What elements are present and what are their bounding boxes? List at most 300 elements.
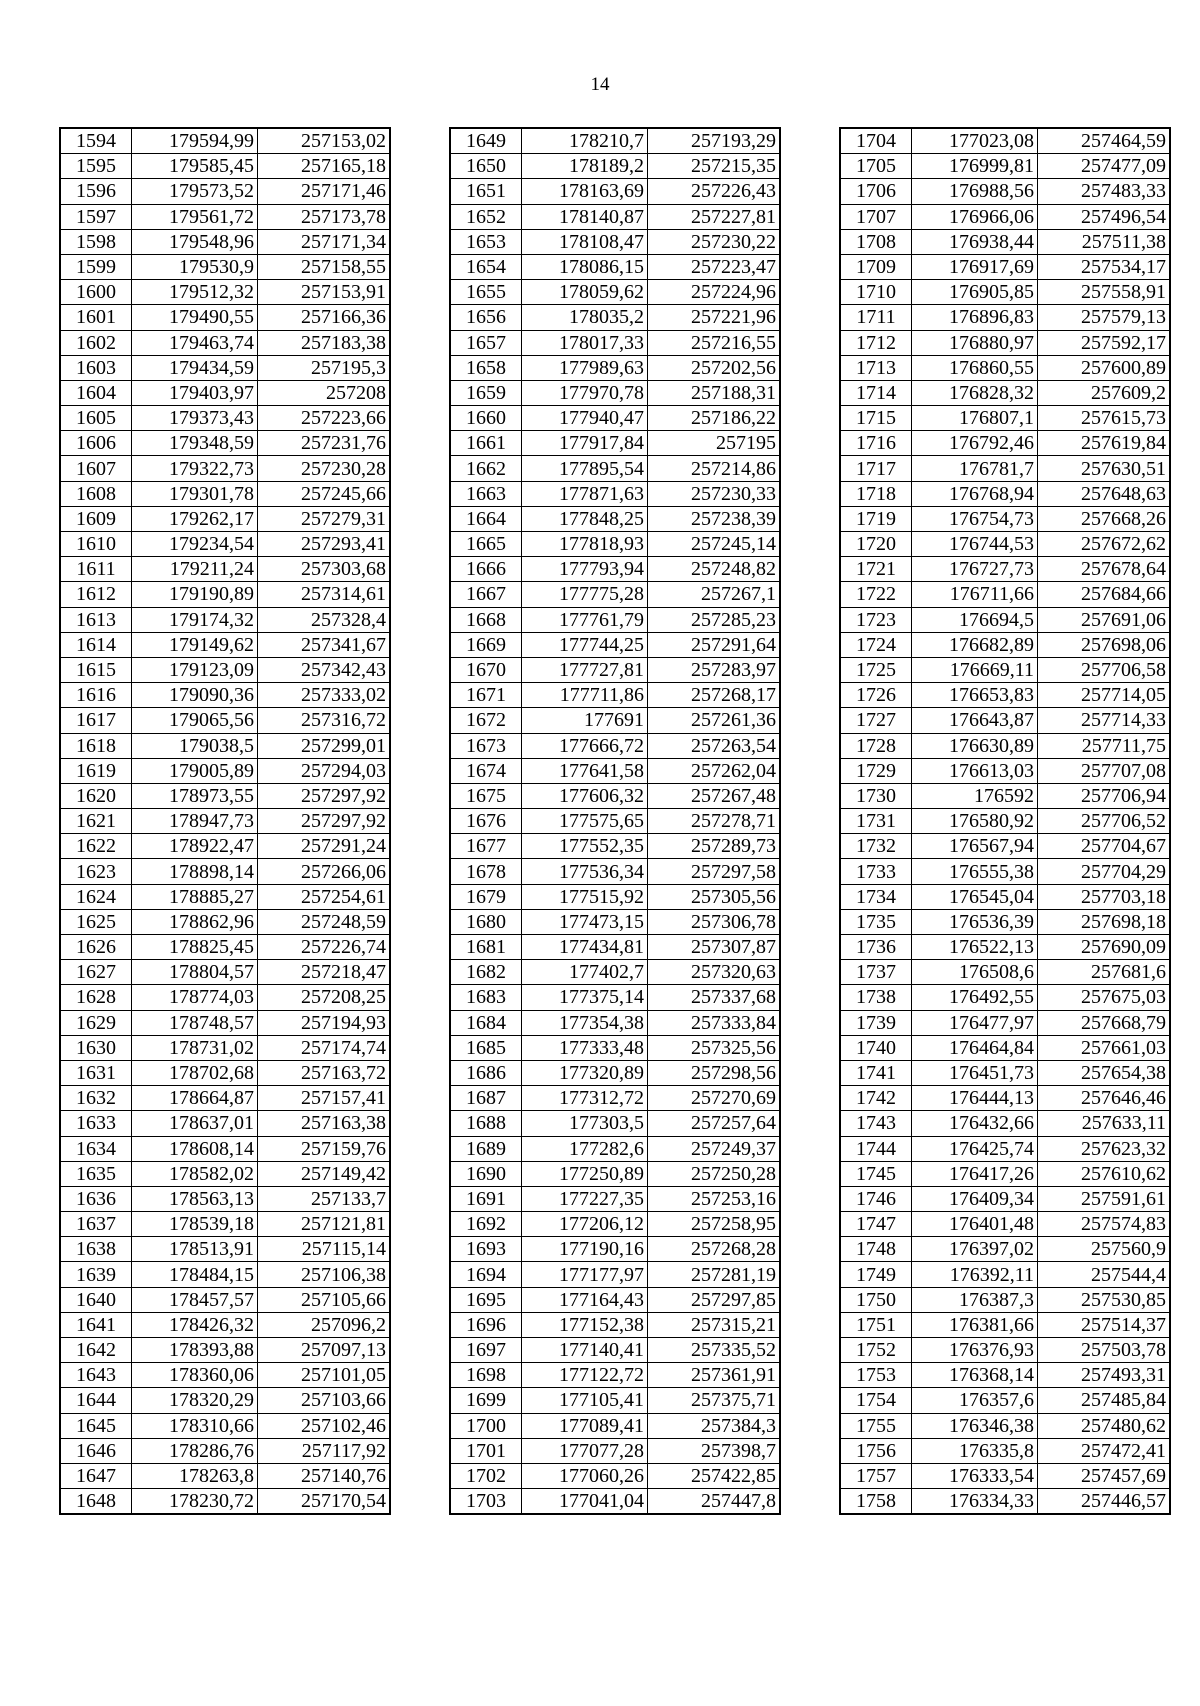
x-coordinate-cell: 177917,84 bbox=[522, 431, 648, 456]
y-coordinate-cell: 257711,75 bbox=[1038, 733, 1170, 758]
point-number-cell: 1726 bbox=[841, 683, 912, 708]
y-coordinate-cell: 257153,91 bbox=[258, 280, 390, 305]
point-number-cell: 1603 bbox=[61, 355, 132, 380]
y-coordinate-cell: 257267,48 bbox=[648, 783, 780, 808]
x-coordinate-cell: 177434,81 bbox=[522, 935, 648, 960]
x-coordinate-cell: 176346,38 bbox=[912, 1413, 1038, 1438]
y-coordinate-cell: 257266,06 bbox=[258, 859, 390, 884]
table-row bbox=[841, 406, 1170, 431]
point-number-cell: 1731 bbox=[841, 809, 912, 834]
y-coordinate-cell: 257121,81 bbox=[258, 1212, 390, 1237]
x-coordinate-cell: 178230,72 bbox=[132, 1489, 258, 1514]
point-number-cell: 1711 bbox=[841, 305, 912, 330]
y-coordinate-cell: 257281,19 bbox=[648, 1262, 780, 1287]
y-coordinate-cell: 257115,14 bbox=[258, 1237, 390, 1262]
point-number-cell: 1750 bbox=[841, 1287, 912, 1312]
point-number-cell: 1664 bbox=[451, 506, 522, 531]
x-coordinate-cell: 176896,83 bbox=[912, 305, 1038, 330]
x-coordinate-cell: 179190,89 bbox=[132, 582, 258, 607]
point-number-cell: 1684 bbox=[451, 1010, 522, 1035]
point-number-cell: 1712 bbox=[841, 330, 912, 355]
table-row bbox=[61, 506, 390, 531]
x-coordinate-cell: 178804,57 bbox=[132, 960, 258, 985]
y-coordinate-cell: 257333,84 bbox=[648, 1010, 780, 1035]
point-number-cell: 1677 bbox=[451, 834, 522, 859]
point-number-cell: 1745 bbox=[841, 1161, 912, 1186]
x-coordinate-cell: 176613,03 bbox=[912, 758, 1038, 783]
point-number-cell: 1665 bbox=[451, 532, 522, 557]
x-coordinate-cell: 179373,43 bbox=[132, 406, 258, 431]
table-row bbox=[61, 1463, 390, 1488]
table-row bbox=[841, 1086, 1170, 1111]
y-coordinate-cell: 257299,01 bbox=[258, 733, 390, 758]
x-coordinate-cell: 178563,13 bbox=[132, 1186, 258, 1211]
table-row bbox=[61, 1161, 390, 1186]
table-row bbox=[61, 683, 390, 708]
point-number-cell: 1733 bbox=[841, 859, 912, 884]
x-coordinate-cell: 179561,72 bbox=[132, 204, 258, 229]
table-row bbox=[451, 632, 780, 657]
table-row bbox=[451, 733, 780, 758]
table-row bbox=[451, 884, 780, 909]
point-number-cell: 1625 bbox=[61, 909, 132, 934]
y-coordinate-cell: 257335,52 bbox=[648, 1338, 780, 1363]
y-coordinate-cell: 257477,09 bbox=[1038, 154, 1170, 179]
point-number-cell: 1628 bbox=[61, 985, 132, 1010]
table-row bbox=[61, 280, 390, 305]
table-row bbox=[451, 758, 780, 783]
point-number-cell: 1719 bbox=[841, 506, 912, 531]
point-number-cell: 1687 bbox=[451, 1086, 522, 1111]
x-coordinate-cell: 177250,89 bbox=[522, 1161, 648, 1186]
point-number-cell: 1743 bbox=[841, 1111, 912, 1136]
table-row bbox=[451, 708, 780, 733]
point-number-cell: 1637 bbox=[61, 1212, 132, 1237]
y-coordinate-cell: 257294,03 bbox=[258, 758, 390, 783]
y-coordinate-cell: 257485,84 bbox=[1038, 1388, 1170, 1413]
point-number-cell: 1735 bbox=[841, 909, 912, 934]
table-row bbox=[451, 254, 780, 279]
y-coordinate-cell: 257303,68 bbox=[258, 557, 390, 582]
y-coordinate-cell: 257270,69 bbox=[648, 1086, 780, 1111]
point-number-cell: 1706 bbox=[841, 179, 912, 204]
x-coordinate-cell: 176401,48 bbox=[912, 1212, 1038, 1237]
y-coordinate-cell: 257703,18 bbox=[1038, 884, 1170, 909]
y-coordinate-cell: 257297,85 bbox=[648, 1287, 780, 1312]
x-coordinate-cell: 177711,86 bbox=[522, 683, 648, 708]
point-number-cell: 1698 bbox=[451, 1363, 522, 1388]
x-coordinate-cell: 177744,25 bbox=[522, 632, 648, 657]
point-number-cell: 1604 bbox=[61, 380, 132, 405]
table-row bbox=[841, 557, 1170, 582]
x-coordinate-cell: 179463,74 bbox=[132, 330, 258, 355]
table-row bbox=[61, 834, 390, 859]
table-row bbox=[451, 380, 780, 405]
y-coordinate-cell: 257105,66 bbox=[258, 1287, 390, 1312]
table-row bbox=[841, 1136, 1170, 1161]
point-number-cell: 1753 bbox=[841, 1363, 912, 1388]
point-number-cell: 1693 bbox=[451, 1237, 522, 1262]
table-row bbox=[61, 1287, 390, 1312]
y-coordinate-cell: 257166,36 bbox=[258, 305, 390, 330]
point-number-cell: 1728 bbox=[841, 733, 912, 758]
y-coordinate-cell: 257609,2 bbox=[1038, 380, 1170, 405]
x-coordinate-cell: 179065,56 bbox=[132, 708, 258, 733]
point-number-cell: 1626 bbox=[61, 935, 132, 960]
table-row bbox=[61, 985, 390, 1010]
table-row bbox=[841, 1312, 1170, 1337]
point-number-cell: 1707 bbox=[841, 204, 912, 229]
table-row bbox=[841, 834, 1170, 859]
y-coordinate-cell: 257361,91 bbox=[648, 1363, 780, 1388]
y-coordinate-cell: 257171,34 bbox=[258, 229, 390, 254]
y-coordinate-cell: 257216,55 bbox=[648, 330, 780, 355]
table-row bbox=[841, 632, 1170, 657]
table-row bbox=[451, 607, 780, 632]
x-coordinate-cell: 177473,15 bbox=[522, 909, 648, 934]
point-number-cell: 1751 bbox=[841, 1312, 912, 1337]
x-coordinate-cell: 176555,38 bbox=[912, 859, 1038, 884]
point-number-cell: 1630 bbox=[61, 1035, 132, 1060]
y-coordinate-cell: 257560,9 bbox=[1038, 1237, 1170, 1262]
table-row bbox=[841, 305, 1170, 330]
table-row bbox=[61, 758, 390, 783]
point-number-cell: 1689 bbox=[451, 1136, 522, 1161]
x-coordinate-cell: 178539,18 bbox=[132, 1212, 258, 1237]
x-coordinate-cell: 178108,47 bbox=[522, 229, 648, 254]
x-coordinate-cell: 177552,35 bbox=[522, 834, 648, 859]
y-coordinate-cell: 257325,56 bbox=[648, 1035, 780, 1060]
table-row bbox=[841, 985, 1170, 1010]
x-coordinate-cell: 177761,79 bbox=[522, 607, 648, 632]
x-coordinate-cell: 178898,14 bbox=[132, 859, 258, 884]
y-coordinate-cell: 257257,64 bbox=[648, 1111, 780, 1136]
table-row bbox=[61, 1338, 390, 1363]
y-coordinate-cell: 257231,76 bbox=[258, 431, 390, 456]
y-coordinate-cell: 257698,06 bbox=[1038, 632, 1170, 657]
y-coordinate-cell: 257600,89 bbox=[1038, 355, 1170, 380]
x-coordinate-cell: 178189,2 bbox=[522, 154, 648, 179]
point-number-cell: 1700 bbox=[451, 1413, 522, 1438]
table-row bbox=[61, 1035, 390, 1060]
point-number-cell: 1703 bbox=[451, 1489, 522, 1514]
y-coordinate-cell: 257291,64 bbox=[648, 632, 780, 657]
point-number-cell: 1749 bbox=[841, 1262, 912, 1287]
x-coordinate-cell: 176630,89 bbox=[912, 733, 1038, 758]
x-coordinate-cell: 178210,7 bbox=[522, 129, 648, 154]
point-number-cell: 1678 bbox=[451, 859, 522, 884]
table-row bbox=[451, 1413, 780, 1438]
point-number-cell: 1612 bbox=[61, 582, 132, 607]
table-row bbox=[61, 1438, 390, 1463]
point-number-cell: 1747 bbox=[841, 1212, 912, 1237]
table-row bbox=[61, 330, 390, 355]
x-coordinate-cell: 179490,55 bbox=[132, 305, 258, 330]
table-row bbox=[61, 1111, 390, 1136]
y-coordinate-cell: 257291,24 bbox=[258, 834, 390, 859]
x-coordinate-cell: 179530,9 bbox=[132, 254, 258, 279]
point-number-cell: 1640 bbox=[61, 1287, 132, 1312]
x-coordinate-cell: 177177,97 bbox=[522, 1262, 648, 1287]
y-coordinate-cell: 257706,52 bbox=[1038, 809, 1170, 834]
table-row bbox=[61, 1489, 390, 1514]
x-coordinate-cell: 177105,41 bbox=[522, 1388, 648, 1413]
x-coordinate-cell: 176464,84 bbox=[912, 1035, 1038, 1060]
x-coordinate-cell: 177895,54 bbox=[522, 456, 648, 481]
point-number-cell: 1650 bbox=[451, 154, 522, 179]
y-coordinate-cell: 257610,62 bbox=[1038, 1161, 1170, 1186]
y-coordinate-cell: 257668,26 bbox=[1038, 506, 1170, 531]
x-coordinate-cell: 177989,63 bbox=[522, 355, 648, 380]
y-coordinate-cell: 257258,95 bbox=[648, 1212, 780, 1237]
table-row bbox=[841, 532, 1170, 557]
x-coordinate-cell: 176357,6 bbox=[912, 1388, 1038, 1413]
x-coordinate-cell: 176768,94 bbox=[912, 481, 1038, 506]
y-coordinate-cell: 257218,47 bbox=[258, 960, 390, 985]
point-number-cell: 1682 bbox=[451, 960, 522, 985]
x-coordinate-cell: 179322,73 bbox=[132, 456, 258, 481]
point-number-cell: 1666 bbox=[451, 557, 522, 582]
table-row bbox=[451, 1010, 780, 1035]
coordinates-table-1 bbox=[60, 128, 390, 1514]
x-coordinate-cell: 177818,93 bbox=[522, 532, 648, 557]
point-number-cell: 1690 bbox=[451, 1161, 522, 1186]
table-row bbox=[61, 1388, 390, 1413]
point-number-cell: 1720 bbox=[841, 532, 912, 557]
x-coordinate-cell: 176653,83 bbox=[912, 683, 1038, 708]
table-row bbox=[61, 1262, 390, 1287]
point-number-cell: 1661 bbox=[451, 431, 522, 456]
x-coordinate-cell: 176333,54 bbox=[912, 1463, 1038, 1488]
y-coordinate-cell: 257558,91 bbox=[1038, 280, 1170, 305]
table-row bbox=[61, 1237, 390, 1262]
table-row bbox=[61, 1212, 390, 1237]
table-row bbox=[451, 1060, 780, 1085]
table-row bbox=[841, 1262, 1170, 1287]
y-coordinate-cell: 257279,31 bbox=[258, 506, 390, 531]
y-coordinate-cell: 257214,86 bbox=[648, 456, 780, 481]
table-row bbox=[61, 909, 390, 934]
x-coordinate-cell: 178637,01 bbox=[132, 1111, 258, 1136]
point-number-cell: 1691 bbox=[451, 1186, 522, 1211]
x-coordinate-cell: 177164,43 bbox=[522, 1287, 648, 1312]
y-coordinate-cell: 257464,59 bbox=[1038, 129, 1170, 154]
y-coordinate-cell: 257261,36 bbox=[648, 708, 780, 733]
y-coordinate-cell: 257672,62 bbox=[1038, 532, 1170, 557]
y-coordinate-cell: 257268,28 bbox=[648, 1237, 780, 1262]
point-number-cell: 1748 bbox=[841, 1237, 912, 1262]
table-row bbox=[451, 834, 780, 859]
x-coordinate-cell: 177060,26 bbox=[522, 1463, 648, 1488]
point-number-cell: 1758 bbox=[841, 1489, 912, 1514]
table-row bbox=[841, 683, 1170, 708]
y-coordinate-cell: 257706,58 bbox=[1038, 657, 1170, 682]
y-coordinate-cell: 257446,57 bbox=[1038, 1489, 1170, 1514]
x-coordinate-cell: 176417,26 bbox=[912, 1161, 1038, 1186]
point-number-cell: 1656 bbox=[451, 305, 522, 330]
x-coordinate-cell: 179149,62 bbox=[132, 632, 258, 657]
x-coordinate-cell: 176592 bbox=[912, 783, 1038, 808]
table-row bbox=[451, 1161, 780, 1186]
point-number-cell: 1722 bbox=[841, 582, 912, 607]
x-coordinate-cell: 177375,14 bbox=[522, 985, 648, 1010]
table-row bbox=[451, 935, 780, 960]
point-number-cell: 1642 bbox=[61, 1338, 132, 1363]
y-coordinate-cell: 257342,43 bbox=[258, 657, 390, 682]
point-number-cell: 1723 bbox=[841, 607, 912, 632]
table-row bbox=[61, 1010, 390, 1035]
point-number-cell: 1645 bbox=[61, 1413, 132, 1438]
y-coordinate-cell: 257245,66 bbox=[258, 481, 390, 506]
point-number-cell: 1755 bbox=[841, 1413, 912, 1438]
y-coordinate-cell: 257297,92 bbox=[258, 809, 390, 834]
x-coordinate-cell: 177641,58 bbox=[522, 758, 648, 783]
table-row bbox=[61, 884, 390, 909]
x-coordinate-cell: 176536,39 bbox=[912, 909, 1038, 934]
table-row bbox=[451, 179, 780, 204]
table-row bbox=[61, 380, 390, 405]
x-coordinate-cell: 177515,92 bbox=[522, 884, 648, 909]
x-coordinate-cell: 177206,12 bbox=[522, 1212, 648, 1237]
y-coordinate-cell: 257707,08 bbox=[1038, 758, 1170, 783]
table-row bbox=[841, 1010, 1170, 1035]
x-coordinate-cell: 178664,87 bbox=[132, 1086, 258, 1111]
point-number-cell: 1618 bbox=[61, 733, 132, 758]
point-number-cell: 1718 bbox=[841, 481, 912, 506]
point-number-cell: 1629 bbox=[61, 1010, 132, 1035]
point-number-cell: 1725 bbox=[841, 657, 912, 682]
table-row bbox=[451, 1212, 780, 1237]
table-row bbox=[841, 456, 1170, 481]
y-coordinate-cell: 257230,33 bbox=[648, 481, 780, 506]
point-number-cell: 1607 bbox=[61, 456, 132, 481]
y-coordinate-cell: 257314,61 bbox=[258, 582, 390, 607]
x-coordinate-cell: 178457,57 bbox=[132, 1287, 258, 1312]
table-row bbox=[451, 1489, 780, 1514]
point-number-cell: 1736 bbox=[841, 935, 912, 960]
y-coordinate-cell: 257208,25 bbox=[258, 985, 390, 1010]
table-row bbox=[61, 456, 390, 481]
y-coordinate-cell: 257307,87 bbox=[648, 935, 780, 960]
y-coordinate-cell: 257238,39 bbox=[648, 506, 780, 531]
x-coordinate-cell: 178748,57 bbox=[132, 1010, 258, 1035]
x-coordinate-cell: 176387,3 bbox=[912, 1287, 1038, 1312]
x-coordinate-cell: 179573,52 bbox=[132, 179, 258, 204]
point-number-cell: 1668 bbox=[451, 607, 522, 632]
point-number-cell: 1620 bbox=[61, 783, 132, 808]
x-coordinate-cell: 177023,08 bbox=[912, 129, 1038, 154]
y-coordinate-cell: 257704,67 bbox=[1038, 834, 1170, 859]
table-row bbox=[841, 204, 1170, 229]
point-number-cell: 1709 bbox=[841, 254, 912, 279]
x-coordinate-cell: 176368,14 bbox=[912, 1363, 1038, 1388]
x-coordinate-cell: 177089,41 bbox=[522, 1413, 648, 1438]
point-number-cell: 1737 bbox=[841, 960, 912, 985]
point-number-cell: 1651 bbox=[451, 179, 522, 204]
x-coordinate-cell: 178426,32 bbox=[132, 1312, 258, 1337]
x-coordinate-cell: 178702,68 bbox=[132, 1060, 258, 1085]
point-number-cell: 1653 bbox=[451, 229, 522, 254]
y-coordinate-cell: 257250,28 bbox=[648, 1161, 780, 1186]
y-coordinate-cell: 257619,84 bbox=[1038, 431, 1170, 456]
point-number-cell: 1633 bbox=[61, 1111, 132, 1136]
table-row bbox=[451, 809, 780, 834]
y-coordinate-cell: 257534,17 bbox=[1038, 254, 1170, 279]
y-coordinate-cell: 257245,14 bbox=[648, 532, 780, 557]
table-row bbox=[841, 1186, 1170, 1211]
y-coordinate-cell: 257337,68 bbox=[648, 985, 780, 1010]
point-number-cell: 1702 bbox=[451, 1463, 522, 1488]
x-coordinate-cell: 176397,02 bbox=[912, 1237, 1038, 1262]
point-number-cell: 1662 bbox=[451, 456, 522, 481]
point-number-cell: 1648 bbox=[61, 1489, 132, 1514]
point-number-cell: 1740 bbox=[841, 1035, 912, 1060]
point-number-cell: 1632 bbox=[61, 1086, 132, 1111]
x-coordinate-cell: 176508,6 bbox=[912, 960, 1038, 985]
table-row bbox=[841, 1413, 1170, 1438]
x-coordinate-cell: 177536,34 bbox=[522, 859, 648, 884]
y-coordinate-cell: 257341,67 bbox=[258, 632, 390, 657]
x-coordinate-cell: 177333,48 bbox=[522, 1035, 648, 1060]
table-row bbox=[451, 330, 780, 355]
table-row bbox=[841, 481, 1170, 506]
x-coordinate-cell: 176781,7 bbox=[912, 456, 1038, 481]
x-coordinate-cell: 176451,73 bbox=[912, 1060, 1038, 1085]
x-coordinate-cell: 177077,28 bbox=[522, 1438, 648, 1463]
point-number-cell: 1600 bbox=[61, 280, 132, 305]
y-coordinate-cell: 257157,41 bbox=[258, 1086, 390, 1111]
x-coordinate-cell: 176425,74 bbox=[912, 1136, 1038, 1161]
table-row bbox=[61, 708, 390, 733]
x-coordinate-cell: 178035,2 bbox=[522, 305, 648, 330]
y-coordinate-cell: 257648,63 bbox=[1038, 481, 1170, 506]
y-coordinate-cell: 257188,31 bbox=[648, 380, 780, 405]
y-coordinate-cell: 257221,96 bbox=[648, 305, 780, 330]
x-coordinate-cell: 178059,62 bbox=[522, 280, 648, 305]
point-number-cell: 1638 bbox=[61, 1237, 132, 1262]
table-row bbox=[61, 859, 390, 884]
coordinates-table-3 bbox=[840, 128, 1170, 1514]
x-coordinate-cell: 176754,73 bbox=[912, 506, 1038, 531]
table-row bbox=[61, 1363, 390, 1388]
y-coordinate-cell: 257289,73 bbox=[648, 834, 780, 859]
y-coordinate-cell: 257208 bbox=[258, 380, 390, 405]
point-number-cell: 1714 bbox=[841, 380, 912, 405]
table-row bbox=[841, 280, 1170, 305]
table-row bbox=[451, 532, 780, 557]
point-number-cell: 1708 bbox=[841, 229, 912, 254]
table-row bbox=[841, 582, 1170, 607]
point-number-cell: 1596 bbox=[61, 179, 132, 204]
point-number-cell: 1754 bbox=[841, 1388, 912, 1413]
point-number-cell: 1601 bbox=[61, 305, 132, 330]
table-row bbox=[451, 1237, 780, 1262]
table-row bbox=[61, 1060, 390, 1085]
x-coordinate-cell: 178947,73 bbox=[132, 809, 258, 834]
y-coordinate-cell: 257170,54 bbox=[258, 1489, 390, 1514]
point-number-cell: 1686 bbox=[451, 1060, 522, 1085]
point-number-cell: 1732 bbox=[841, 834, 912, 859]
table-row bbox=[841, 809, 1170, 834]
y-coordinate-cell: 257681,6 bbox=[1038, 960, 1170, 985]
x-coordinate-cell: 178608,14 bbox=[132, 1136, 258, 1161]
point-number-cell: 1692 bbox=[451, 1212, 522, 1237]
point-number-cell: 1742 bbox=[841, 1086, 912, 1111]
point-number-cell: 1594 bbox=[61, 129, 132, 154]
y-coordinate-cell: 257675,03 bbox=[1038, 985, 1170, 1010]
x-coordinate-cell: 177575,65 bbox=[522, 809, 648, 834]
x-coordinate-cell: 176860,55 bbox=[912, 355, 1038, 380]
